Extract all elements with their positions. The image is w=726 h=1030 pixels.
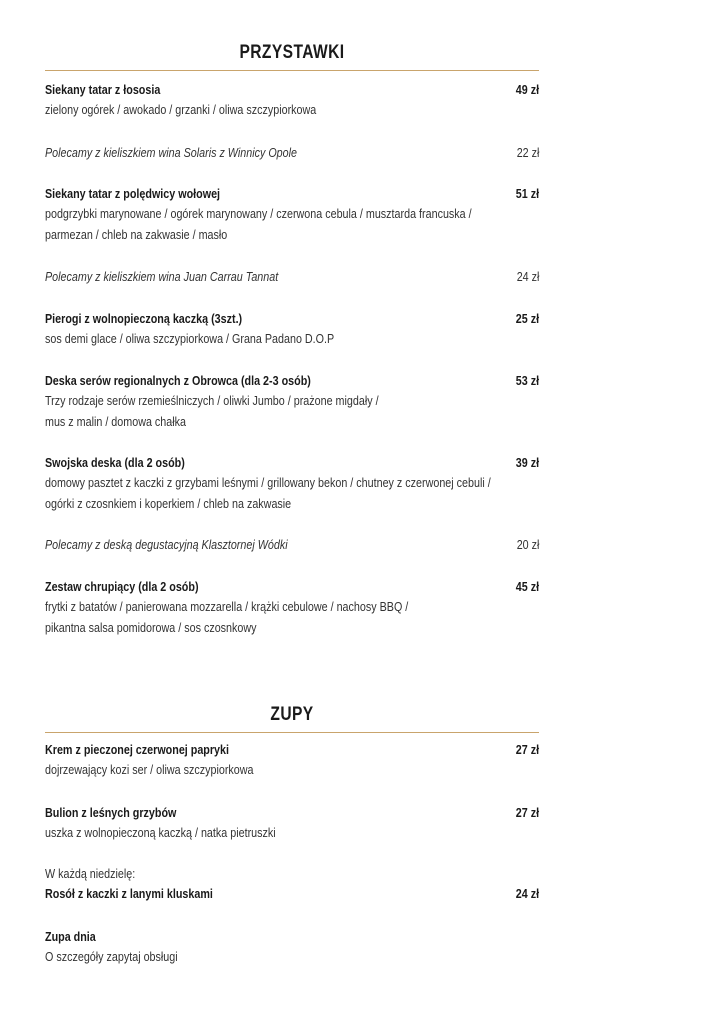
pairing-text: Polecamy z kieliszkiem wina Juan Carrau Tannat: [45, 270, 279, 284]
item-description: zielony ogórek / awokado / grzanki / oliwa szczypiorkowa: [45, 103, 317, 117]
item-description: domowy pasztet z kaczki z grzybami leśnymi / grillowany bekon / chutney z czerwonej cebuli /: [45, 476, 491, 490]
item-description: ogórki z czosnkiem i koperkiem / chleb na zakwasie: [45, 497, 292, 511]
item-price: 49 zł: [515, 83, 539, 97]
item-description: O szczegóły zapytaj obsługi: [45, 950, 178, 964]
item-name: Deska serów regionalnych z Obrowca (dla 2-3 osób): [45, 374, 311, 388]
menu-item: [45, 453, 539, 515]
wine-pairing: [45, 267, 539, 287]
pairing-price: 20 zł: [516, 538, 539, 552]
menu-item: [45, 577, 539, 639]
item-name: Pierogi z wolnopieczoną kaczką (3szt.): [45, 312, 243, 326]
item-price: 27 zł: [515, 806, 539, 820]
item-description: dojrzewający kozi ser / oliwa szczypiorkowa: [45, 763, 254, 777]
menu-item: [45, 864, 539, 904]
item-name: Siekany tatar z łososia: [45, 83, 161, 97]
item-description: mus z malin / domowa chałka: [45, 415, 186, 429]
item-price: 45 zł: [515, 580, 539, 594]
item-price: 39 zł: [515, 456, 539, 470]
item-description: frytki z batatów / panierowana mozzarella / krążki cebulowe / nachosy BBQ /: [45, 600, 409, 614]
menu-item: [45, 803, 539, 844]
pairing-price: 24 zł: [516, 270, 539, 284]
item-name: Zestaw chrupiący (dla 2 osób): [45, 580, 199, 594]
menu-item: [45, 184, 539, 246]
wine-pairing: [45, 143, 539, 163]
pairing-text: Polecamy z kieliszkiem wina Solaris z Winnicy Opole: [45, 146, 298, 160]
section-title: ZUPY: [270, 704, 314, 725]
vodka-pairing: [45, 535, 539, 555]
item-name: Krem z pieczonej czerwonej papryki: [45, 743, 230, 757]
item-price: 25 zł: [515, 312, 539, 326]
menu-item: [45, 740, 539, 781]
menu-item: [45, 309, 539, 350]
item-name: Swojska deska (dla 2 osób): [45, 456, 185, 470]
pairing-text: Polecamy z deską degustacyjną Klasztornej Wódki: [45, 538, 288, 552]
section-zupy: [45, 702, 539, 733]
item-name: Siekany tatar z polędwicy wołowej: [45, 187, 221, 201]
section-divider: [45, 732, 539, 733]
item-description: podgrzybki marynowane / ogórek marynowany / czerwona cebula / musztarda francuska /: [45, 207, 472, 221]
item-price: 24 zł: [515, 887, 539, 901]
section-przystawki: [45, 40, 539, 71]
section-title: PRZYSTAWKI: [239, 42, 345, 63]
item-price: 27 zł: [515, 743, 539, 757]
item-description: Trzy rodzaje serów rzemieślniczych / oliwki Jumbo / prażone migdały /: [45, 394, 379, 408]
pairing-price: 22 zł: [516, 146, 539, 160]
item-name: Zupa dnia: [45, 930, 96, 944]
item-description: sos demi glace / oliwa szczypiorkowa / Grana Padano D.O.P: [45, 332, 335, 346]
section-divider: [45, 70, 539, 71]
item-description: pikantna salsa pomidorowa / sos czosnkowy: [45, 621, 257, 635]
item-description: parmezan / chleb na zakwasie / masło: [45, 228, 228, 242]
sunday-note: W każdą niedzielę:: [45, 867, 136, 881]
menu-item: [45, 80, 539, 121]
item-price: 51 zł: [515, 187, 539, 201]
item-name: Rosół z kaczki z lanymi kluskami: [45, 887, 213, 901]
menu-item: [45, 927, 539, 968]
item-name: Bulion z leśnych grzybów: [45, 806, 177, 820]
item-price: 53 zł: [515, 374, 539, 388]
item-description: uszka z wolnopieczoną kaczką / natka pietruszki: [45, 826, 276, 840]
menu-item: [45, 371, 539, 433]
